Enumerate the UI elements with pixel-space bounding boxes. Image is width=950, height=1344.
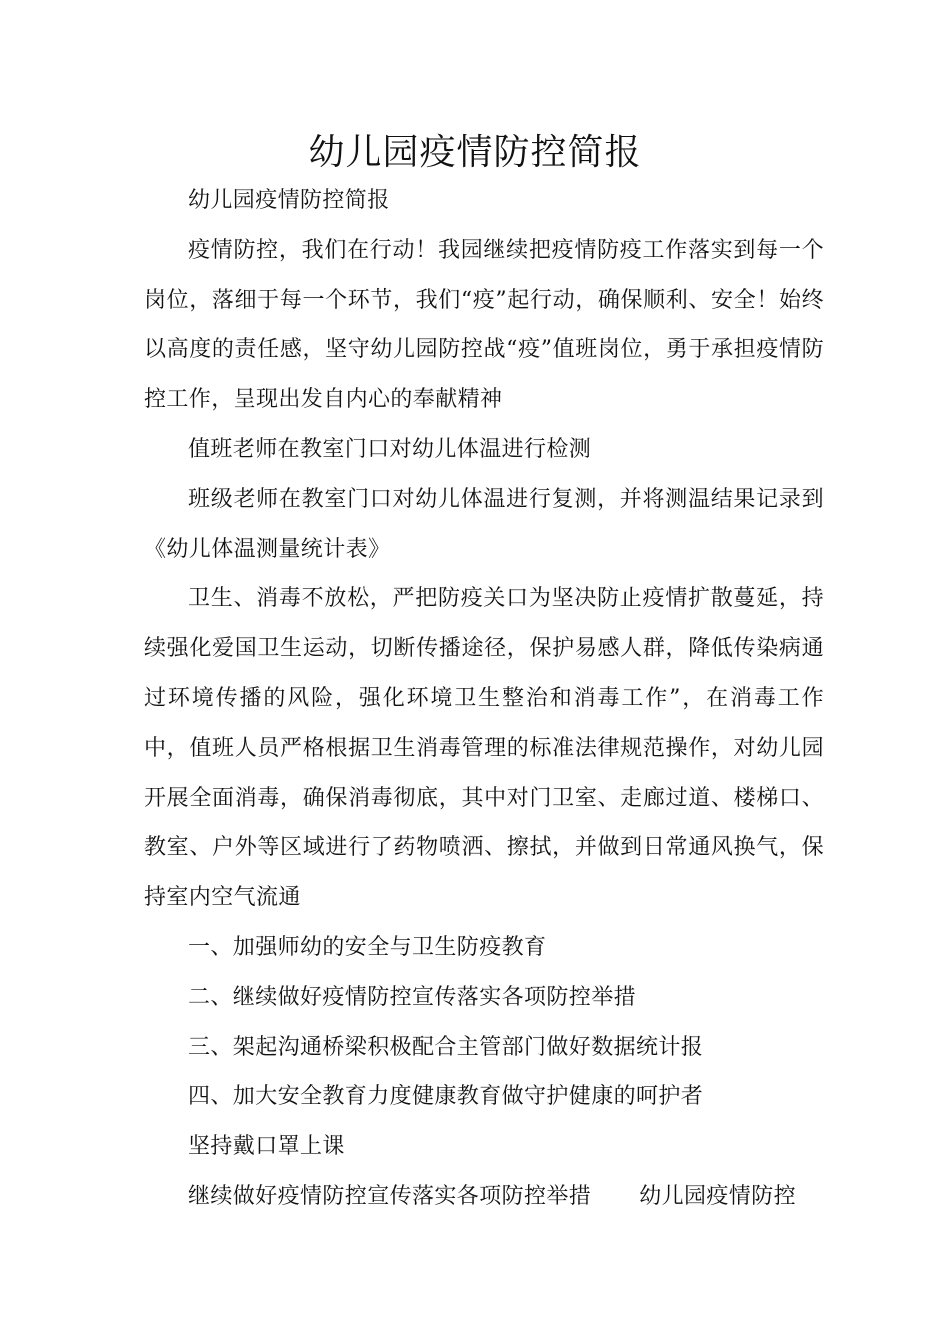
paragraph-temperature-recheck: 班级老师在教室门口对幼儿体温进行复测，并将测温结果记录到《幼儿体温测量统计表》 xyxy=(144,486,824,562)
list-item-2: 二、继续做好疫情防控宣传落实各项防控举措 xyxy=(188,984,637,1010)
list-item-3: 三、架起沟通桥梁积极配合主管部门做好数据统计报 xyxy=(188,1034,704,1060)
list-item-4: 四、加大安全教育力度健康教育做守护健康的呵护者 xyxy=(188,1084,704,1110)
paragraph-subtitle: 幼儿园疫情防控简报 xyxy=(188,188,390,213)
final-line-right: 幼儿园疫情防控 xyxy=(639,1183,797,1209)
paragraph-final-line xyxy=(144,1172,824,1222)
document-title: 幼儿园疫情防控简报 xyxy=(308,132,642,173)
final-line-left: 继续做好疫情防控宣传落实各项防控举措 xyxy=(188,1183,592,1209)
paragraph-intro: 疫情防控，我们在行动！我园继续把疫情防疫工作落实到每一个岗位，落细于每一个环节，我们“疫”起行动，确保顺利、安全！始终以高度的责任感，坚守幼儿园防控战“疫”值班岗位，勇于承担疫情防控工作，呈现出发自内心的奉献精神 xyxy=(144,237,824,413)
paragraph-masks: 坚持戴口罩上课 xyxy=(188,1134,345,1160)
list-item-1: 一、加强师幼的安全与卫生防疫教育 xyxy=(188,934,547,960)
paragraph-disinfection: 卫生、消毒不放松，严把防疫关口为坚决防止疫情扩散蔓延，持续强化爱国卫生运动，切断传播途径，保护易感人群，降低传染病通过环境传播的风险，强化环境卫生整治和消毒工作”，在消毒工作中，值班人员严格根据卫生消毒管理的标准法律规范操作，对幼儿园开展全面消毒，确保消毒彻底，其中对门卫室、走廊过道、楼梯口、教室、户外等区域进行了药物喷洒、擦拭，并做到日常通风换气，保持室内空气流通 xyxy=(144,586,824,911)
document-body xyxy=(144,176,824,1222)
paragraph-temperature-check: 值班老师在教室门口对幼儿体温进行检测 xyxy=(188,436,592,462)
